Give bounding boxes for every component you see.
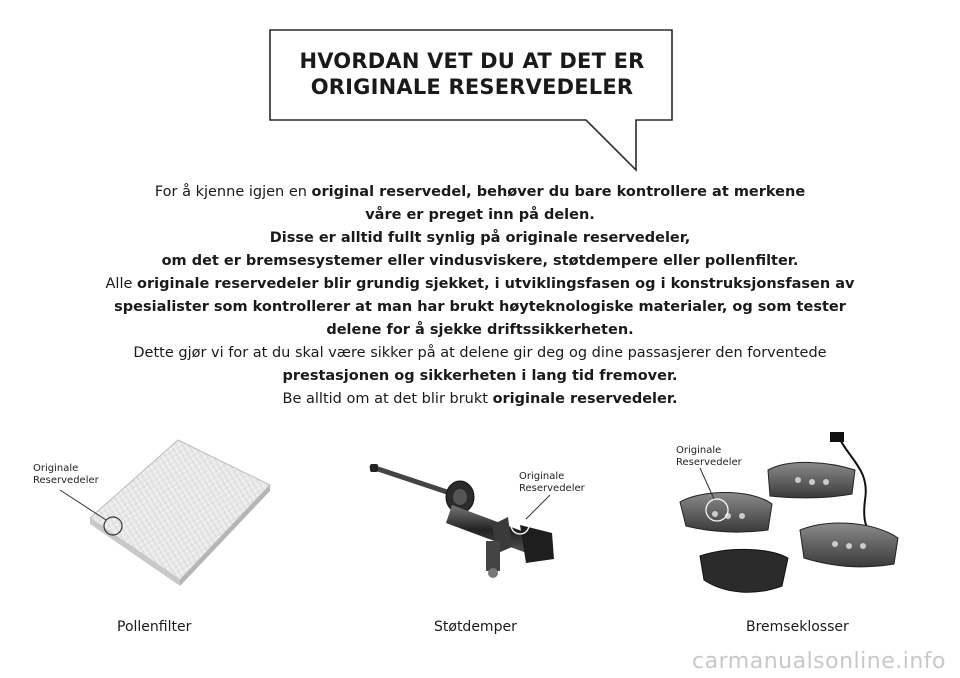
- watermark: carmanualsonline.info: [692, 649, 946, 674]
- body-line-8: Dette gjør vi for at du skal være sikker på at delene gir deg og dine passasjerer den forventede: [133, 345, 827, 361]
- title-line-2: ORIGINALE RESERVEDELER: [310, 75, 634, 99]
- callout-brakes: Originale Reservedeler: [676, 445, 742, 468]
- body-line-6: spesialister som kontrollerer at man har brukt høyteknologiske materialer, og som tester: [114, 299, 846, 315]
- caption-stotdemper: Støtdemper: [434, 619, 517, 635]
- body-line-1: For å kjenne igjen en original reservedel, behøver du bare kontrollere at merkene: [154, 184, 806, 200]
- callout-shock: Originale Reservedeler: [519, 471, 585, 494]
- body-line-7: delene for å sjekke driftssikkerheten.: [326, 322, 634, 338]
- body-line-2: våre er preget inn på delen.: [365, 207, 595, 223]
- title-line-1: HVORDAN VET DU AT DET ER: [299, 49, 645, 73]
- body-line-10: Be alltid om at det blir brukt originale reservedeler.: [282, 391, 678, 407]
- pollen-filter-image: [20, 430, 290, 600]
- body-line-5: Alle originale reservedeler blir grundig sjekket, i utviklingsfasen og i konstruksjonsfasen av: [105, 276, 855, 292]
- caption-pollenfilter: Pollenfilter: [117, 619, 192, 635]
- body-line-3: Disse er alltid fullt synlig på originale reservedeler,: [269, 230, 691, 246]
- body-line-9: prestasjonen og sikkerheten i lang tid fremover.: [282, 368, 678, 384]
- callout-filter: Originale Reservedeler: [33, 463, 99, 486]
- caption-bremseklosser: Bremseklosser: [746, 619, 849, 635]
- body-paragraph: [60, 181, 900, 411]
- body-line-4: om det er bremsesystemer eller vindusviskere, støtdempere eller pollenfilter.: [161, 253, 799, 269]
- speech-bubble: [0, 0, 960, 200]
- page-title: [272, 48, 672, 100]
